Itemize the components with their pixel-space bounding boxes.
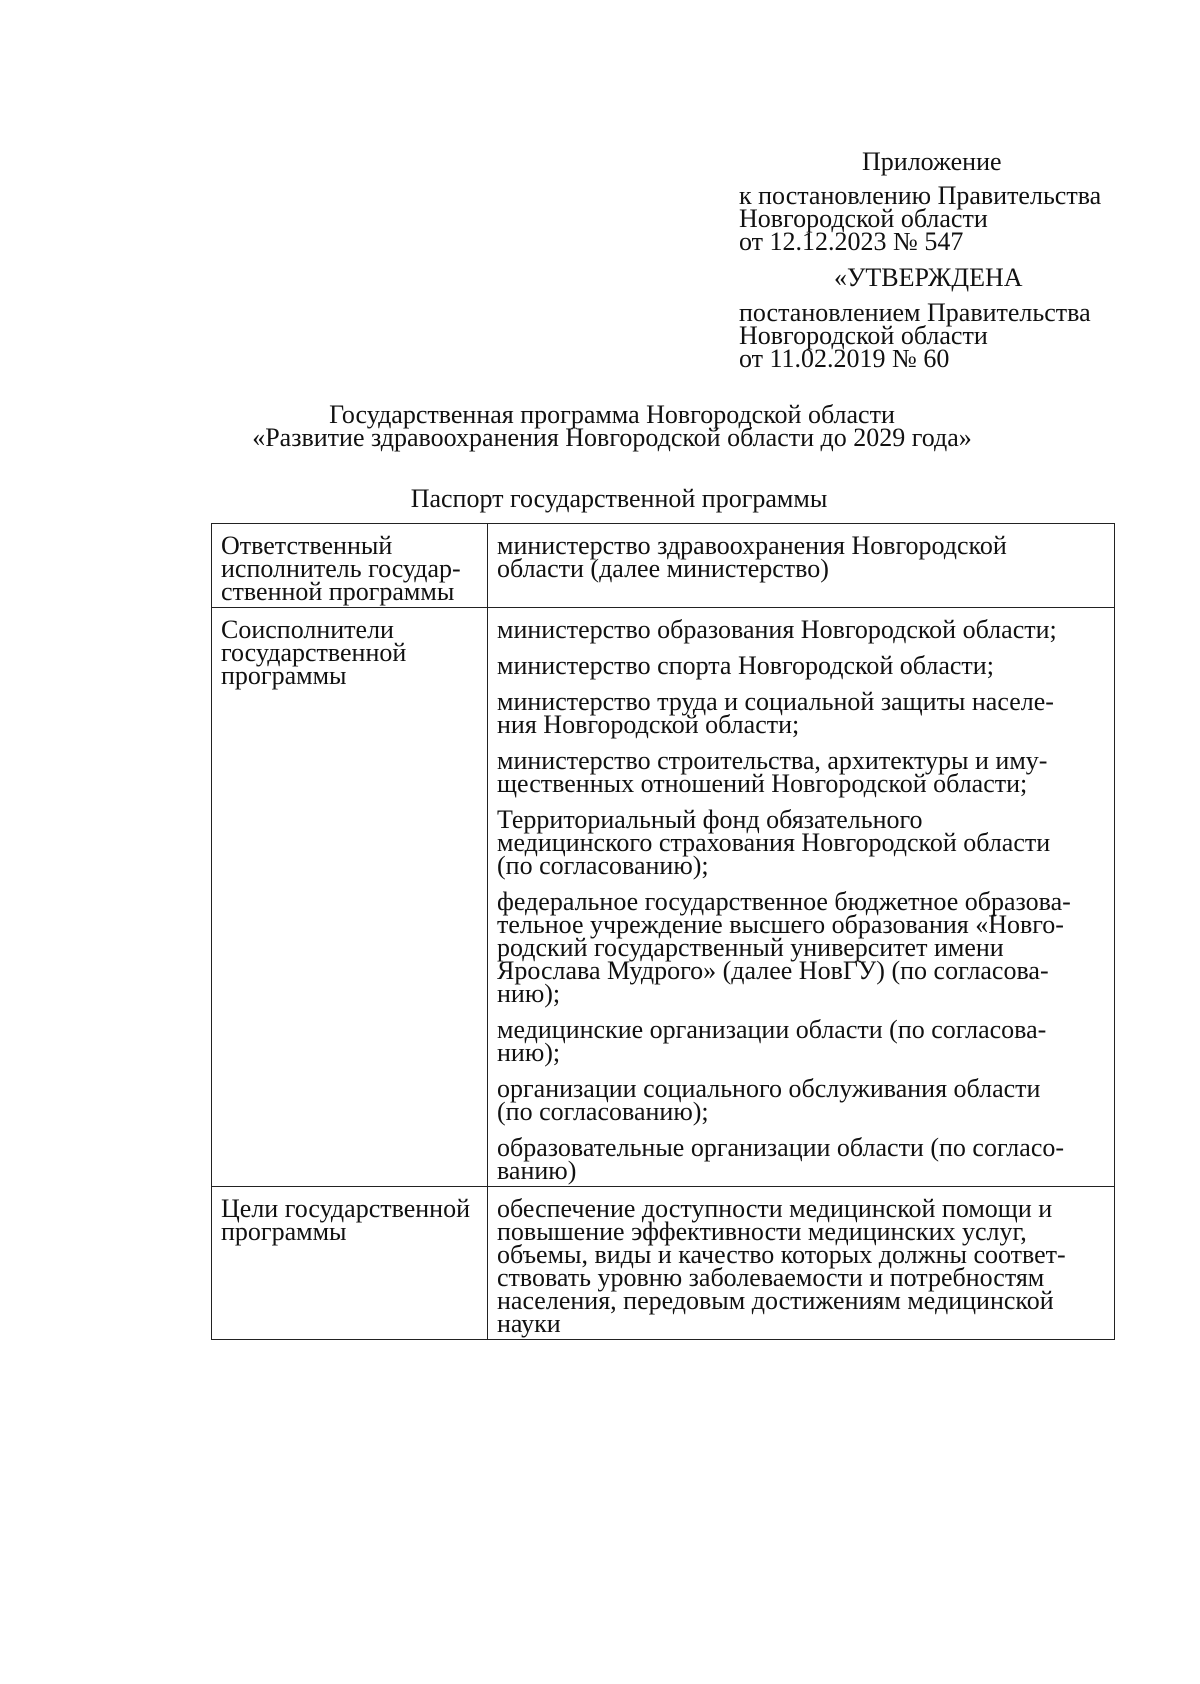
table-row	[212, 524, 1115, 608]
item-line: Ярослава Мудрого» (далее НовГУ) (по согласова-	[497, 956, 1049, 985]
list-item	[497, 1194, 1107, 1338]
item-line: (по согласованию);	[497, 851, 709, 880]
item-line: министерство строительства, архитектуры и иму-	[497, 746, 1048, 775]
row-label-line: Соисполнители	[221, 615, 394, 644]
item-line: министерство спорта Новгородской области;	[497, 651, 994, 680]
list-item	[497, 1133, 1107, 1185]
list-item	[497, 887, 1107, 1008]
table-row	[212, 1187, 1115, 1340]
approval-reference	[739, 298, 1091, 373]
item-line: министерство труда и социальной защиты населе-	[497, 687, 1054, 716]
item-line: организации социального обслуживания области	[497, 1074, 1041, 1103]
item-line: ствовать уровню заболеваемости и потребностям	[497, 1263, 1045, 1292]
program-title-line: Государственная программа Новгородской области	[329, 400, 895, 429]
table-row	[212, 608, 1115, 1187]
list-item	[497, 615, 1107, 644]
item-line: (по согласованию);	[497, 1097, 709, 1126]
list-item	[497, 805, 1107, 880]
item-line: образовательные организации области (по согласо-	[497, 1133, 1065, 1162]
item-line: министерство здравоохранения Новгородской	[497, 531, 1007, 560]
passport-table	[211, 523, 1115, 1340]
row-label-line: программы	[221, 1217, 347, 1246]
item-line: родский государственный университет имени	[497, 933, 1004, 962]
decree-line: Новгородской области	[739, 204, 988, 233]
list-item	[497, 746, 1107, 798]
approved-title: «УТВЕРЖДЕНА	[834, 263, 1023, 292]
row-value-cell	[488, 524, 1115, 608]
approval-line: постановлением Правительства	[739, 298, 1091, 327]
list-item	[497, 1074, 1107, 1126]
passport-title: Паспорт государственной программы	[410, 484, 828, 513]
item-line: ния Новгородской области;	[497, 710, 800, 739]
item-line: министерство образования Новгородской области;	[497, 615, 1057, 644]
list-item	[497, 531, 1107, 583]
item-line: нию);	[497, 979, 561, 1008]
appendix-title: Приложение	[862, 147, 1002, 176]
item-line: медицинского страхования Новгородской области	[497, 828, 1051, 857]
program-title-line: «Развитие здравоохранения Новгородской области до 2029 года»	[252, 423, 972, 452]
approval-line: Новгородской области	[739, 321, 988, 350]
row-value-cell	[488, 608, 1115, 1187]
item-line: повышение эффективности медицинских услуг,	[497, 1217, 1027, 1246]
approval-line: от 11.02.2019 № 60	[739, 344, 950, 373]
decree-line: к постановлению Правительства	[739, 181, 1102, 210]
item-line: обеспечение доступности медицинской помощи и	[497, 1194, 1053, 1223]
row-label-cell	[212, 608, 488, 1187]
row-label-cell	[212, 1187, 488, 1340]
item-line: науки	[497, 1309, 561, 1338]
row-value-cell	[488, 1187, 1115, 1340]
row-label-line: исполнитель государ-	[221, 554, 461, 583]
list-item	[497, 651, 1107, 680]
item-line: объемы, виды и качество которых должны соответ-	[497, 1240, 1066, 1269]
list-item	[497, 1015, 1107, 1067]
row-label-line: государственной	[221, 638, 407, 667]
item-line: тельное учреждение высшего образования «Новго-	[497, 910, 1064, 939]
item-line: Территориальный фонд обязательного	[497, 805, 923, 834]
row-label-cell	[212, 524, 488, 608]
row-label-line: Цели государственной	[221, 1194, 471, 1223]
row-label-line: программы	[221, 661, 347, 690]
item-line: нию);	[497, 1038, 561, 1067]
decree-reference	[739, 181, 1102, 256]
decree-line: от 12.12.2023 № 547	[739, 227, 964, 256]
item-line: ванию)	[497, 1156, 577, 1185]
item-line: медицинские организации области (по согласова-	[497, 1015, 1047, 1044]
item-line: щественных отношений Новгородской области;	[497, 769, 1028, 798]
item-line: федеральное государственное бюджетное образова-	[497, 887, 1071, 916]
program-title	[0, 400, 1200, 452]
item-line: населения, передовым достижениям медицинской	[497, 1286, 1054, 1315]
row-label-line: ственной программы	[221, 577, 455, 606]
list-item	[497, 687, 1107, 739]
item-line: области (далее министерство)	[497, 554, 829, 583]
row-label-line: Ответственный	[221, 531, 393, 560]
